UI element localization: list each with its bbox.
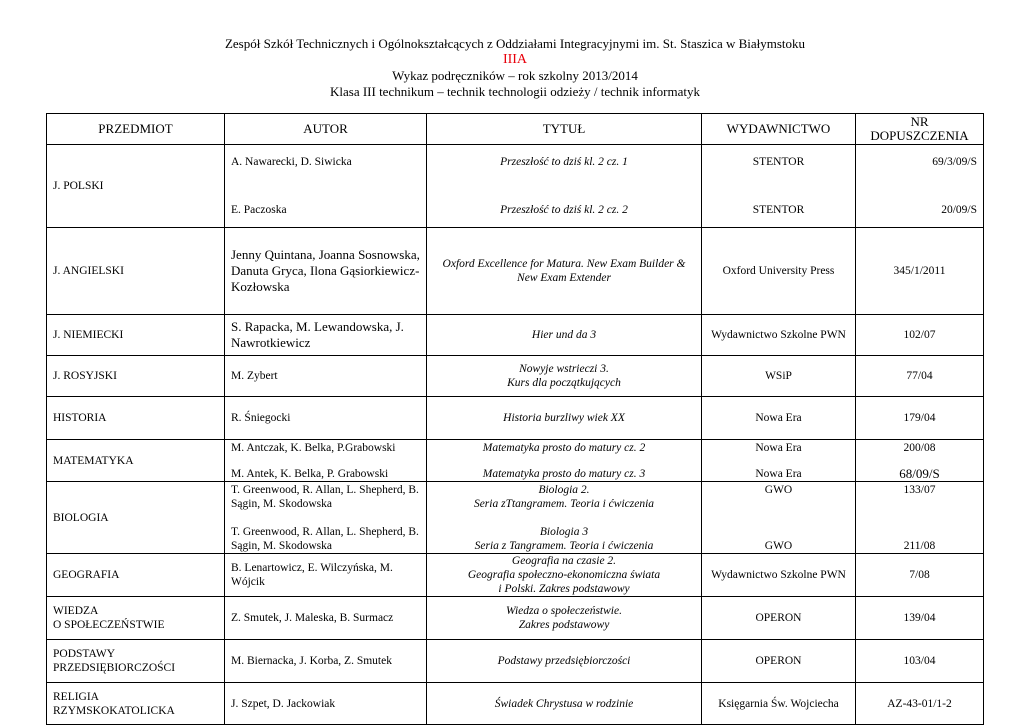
approval-number-cell: 103/04 — [856, 640, 984, 683]
title-cell: Geografia na czasie 2. Geografia społeczno-ekonomiczna świata i Polski. Zakres podstawowy — [427, 554, 702, 597]
table-row — [47, 228, 984, 315]
subject-cell: J. NIEMIECKI — [47, 315, 225, 356]
publisher-cell: WSiP — [702, 356, 856, 397]
approval-number-cell: 102/07 — [856, 315, 984, 356]
author-cell: A. Nawarecki, D. Siwicka E. Paczoska — [225, 145, 427, 228]
subject-cell: WIEDZA O SPOŁECZEŃSTWIE — [47, 597, 225, 640]
approval-number-cell: 139/04 — [856, 597, 984, 640]
author-cell: B. Lenartowicz, E. Wilczyńska, M. Wójcik — [225, 554, 427, 597]
author-cell: M. Biernacka, J. Korba, Z. Smutek — [225, 640, 427, 683]
document-header — [0, 36, 1024, 100]
author-cell: Jenny Quintana, Joanna Sosnowska, Danuta Gryca, Ilona Gąsiorkiewicz-Kozłowska — [225, 228, 427, 315]
author-cell: Z. Smutek, J. Maleska, B. Surmacz — [225, 597, 427, 640]
author-cell: M. Antczak, K. Belka, P.Grabowski M. Antek, K. Belka, P. Grabowski — [225, 440, 427, 482]
publisher-cell: Wydawnictwo Szkolne PWN — [702, 554, 856, 597]
subject-cell: MATEMATYKA — [47, 440, 225, 482]
publisher-cell: Oxford University Press — [702, 228, 856, 315]
publisher-cell: Wydawnictwo Szkolne PWN — [702, 315, 856, 356]
author-cell: M. Zybert — [225, 356, 427, 397]
table-row — [47, 640, 984, 683]
subject-cell: J. POLSKI — [47, 145, 225, 228]
class-description: Klasa III technikum – technik technologii odzieży / technik informatyk — [329, 84, 701, 99]
textbook-table — [46, 113, 984, 725]
table-row — [47, 597, 984, 640]
table-row — [47, 145, 984, 228]
table-row — [47, 356, 984, 397]
publisher-cell: STENTOR STENTOR — [702, 145, 856, 228]
title-cell: Biologia 2. Seria zTtangramem. Teoria i ćwiczenia Biologia 3 Seria z Tangramem. Teoria i ćwiczenia — [427, 482, 702, 554]
table-row — [47, 397, 984, 440]
publisher-cell: GWO GWO — [702, 482, 856, 554]
publisher-cell: Nowa Era Nowa Era — [702, 440, 856, 482]
approval-number-cell: 69/3/09/S 20/09/S — [856, 145, 984, 228]
subject-cell: J. ROSYJSKI — [47, 356, 225, 397]
approval-number-cell: 200/08 68/09/S — [856, 440, 984, 482]
author-cell: J. Szpet, D. Jackowiak — [225, 683, 427, 725]
publisher-cell: OPERON — [702, 640, 856, 683]
title-cell: Podstawy przedsiębiorczości — [427, 640, 702, 683]
approval-number-cell: AZ-43-01/1-2 — [856, 683, 984, 725]
school-name: Zespół Szkół Technicznych i Ogólnokształcących z Oddziałami Integracyjnymi im. St. Staszica w Białymstoku — [224, 36, 806, 51]
title-cell: Historia burzliwy wiek XX — [427, 397, 702, 440]
col-header-subject: PRZEDMIOT — [47, 114, 225, 145]
approval-number-cell: 345/1/2011 — [856, 228, 984, 315]
publisher-cell: Księgarnia Św. Wojciecha — [702, 683, 856, 725]
table-row — [47, 482, 984, 554]
approval-number-cell: 77/04 — [856, 356, 984, 397]
author-cell: S. Rapacka, M. Lewandowska, J. Nawrotkiewicz — [225, 315, 427, 356]
table-row — [47, 315, 984, 356]
class-code: IIIA — [502, 52, 528, 67]
approval-number-cell: 179/04 — [856, 397, 984, 440]
publisher-cell: OPERON — [702, 597, 856, 640]
author-cell: T. Greenwood, R. Allan, L. Shepherd, B. Sągin, M. Skodowska T. Greenwood, R. Allan, L. Shepherd, B. Sągin, M. Skodowska — [225, 482, 427, 554]
subject-cell: RELIGIA RZYMSKOKATOLICKA — [47, 683, 225, 725]
publisher-cell: Nowa Era — [702, 397, 856, 440]
approval-number-cell: 7/08 — [856, 554, 984, 597]
table-header-row — [47, 114, 984, 145]
col-header-publisher: WYDAWNICTWO — [702, 114, 856, 145]
col-header-author: AUTOR — [225, 114, 427, 145]
title-cell: Wiedza o społeczeństwie. Zakres podstawowy — [427, 597, 702, 640]
title-cell: Przeszłość to dziś kl. 2 cz. 1 Przeszłość to dziś kl. 2 cz. 2 — [427, 145, 702, 228]
title-cell: Hier und da 3 — [427, 315, 702, 356]
subject-cell: HISTORIA — [47, 397, 225, 440]
title-cell: Świadek Chrystusa w rodzinie — [427, 683, 702, 725]
author-cell: R. Śniegocki — [225, 397, 427, 440]
table-row — [47, 683, 984, 725]
col-header-approval-number: NR DOPUSZCZENIA — [856, 114, 984, 145]
table-row — [47, 554, 984, 597]
subject-cell: J. ANGIELSKI — [47, 228, 225, 315]
list-title: Wykaz podręczników – rok szkolny 2013/2014 — [392, 68, 638, 83]
title-cell: Matematyka prosto do matury cz. 2 Matematyka prosto do matury cz. 3 — [427, 440, 702, 482]
approval-number-cell: 133/07 211/08 — [856, 482, 984, 554]
subject-cell: BIOLOGIA — [47, 482, 225, 554]
table-row — [47, 440, 984, 482]
subject-cell: GEOGRAFIA — [47, 554, 225, 597]
col-header-title: TYTUŁ — [427, 114, 702, 145]
subject-cell: PODSTAWY PRZEDSIĘBIORCZOŚCI — [47, 640, 225, 683]
title-cell: Nowyje wstrieczi 3. Kurs dla początkujących — [427, 356, 702, 397]
title-cell: Oxford Excellence for Matura. New Exam Builder & New Exam Extender — [427, 228, 702, 315]
